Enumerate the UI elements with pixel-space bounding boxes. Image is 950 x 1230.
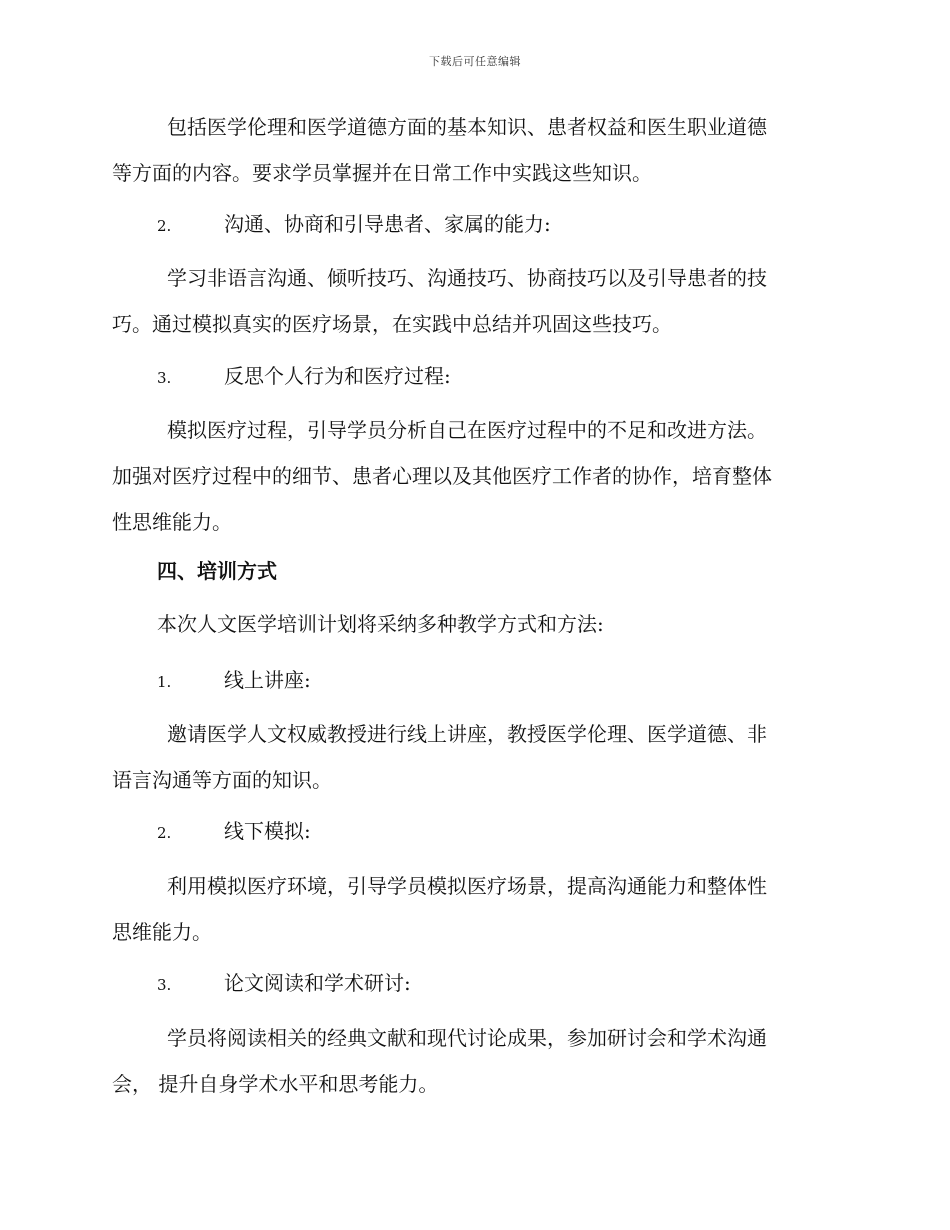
list-item-label: 反思个人行为和医疗过程: <box>224 364 451 388</box>
page-header: 下载后可任意编辑 <box>429 55 521 68</box>
list-item-label: 沟通、协商和引导患者、家属的能力: <box>224 212 551 236</box>
paragraph-line: 会， 提升自身学术水平和思考能力。 <box>112 1072 439 1096</box>
list-item-offline-simulation <box>157 816 311 848</box>
paragraph-line: 思维能力。 <box>112 920 212 944</box>
paragraph-line: 巧。通过模拟真实的医疗场景，在实践中总结并巩固这些技巧。 <box>112 312 672 336</box>
paragraph-line: 语言沟通等方面的知识。 <box>112 768 332 792</box>
paragraph-line: 性思维能力。 <box>112 510 232 534</box>
list-item-online-lecture <box>157 665 311 697</box>
paragraph-line: 邀请医学人文权威教授进行线上讲座，教授医学伦理、医学道德、非 <box>167 722 767 746</box>
paragraph-paper-reading <box>112 1015 842 1107</box>
paragraph-line: 学习非语言沟通、倾听技巧、沟通技巧、协商技巧以及引导患者的技 <box>167 266 767 290</box>
list-number: 3. <box>157 369 172 387</box>
list-number: 3. <box>157 976 172 994</box>
list-item-communication <box>157 209 551 241</box>
list-item-label: 论文阅读和学术研讨: <box>224 971 411 995</box>
paragraph-offline-simulation <box>112 863 842 955</box>
paragraph-line: 包括医学伦理和医学道德方面的基本知识、患者权益和医生职业道德 <box>167 115 767 139</box>
list-number: 1. <box>157 673 172 691</box>
list-item-reflection <box>157 361 451 393</box>
paragraph-reflection <box>112 407 842 545</box>
paragraph-ethics-knowledge <box>112 104 842 196</box>
section-heading: 四、培训方式 <box>157 559 277 583</box>
list-item-label: 线下模拟: <box>224 819 311 843</box>
list-item-label: 线上讲座: <box>224 668 311 692</box>
paragraph-line: 利用模拟医疗环境，引导学员模拟医疗场景，提高沟通能力和整体性 <box>167 874 767 898</box>
list-number: 2. <box>157 824 172 842</box>
list-number: 2. <box>157 217 172 235</box>
paragraph-line: 等方面的内容。要求学员掌握并在日常工作中实践这些知识。 <box>112 161 652 185</box>
list-item-paper-reading <box>157 968 411 1000</box>
paragraph-line: 学员将阅读相关的经典文献和现代讨论成果，参加研讨会和学术沟通 <box>167 1026 767 1050</box>
paragraph-online-lecture <box>112 711 842 803</box>
paragraph-line: 加强对医疗过程中的细节、患者心理以及其他医疗工作者的协作，培育整体 <box>112 464 772 488</box>
paragraph-line: 模拟医疗过程，引导学员分析自己在医疗过程中的不足和改进方法。 <box>167 418 767 442</box>
paragraph-communication-skills <box>112 255 842 347</box>
section-intro: 本次人文医学培训计划将采纳多种教学方式和方法: <box>157 612 604 636</box>
